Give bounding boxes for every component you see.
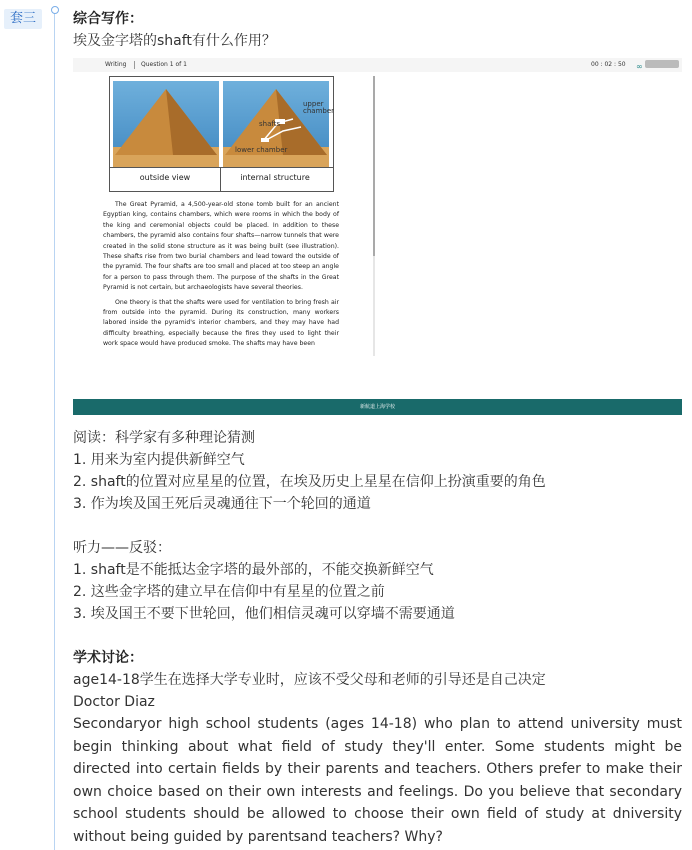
eye-icon[interactable]: ∞: [636, 62, 643, 71]
reading-heading: 阅读：科学家有多种理论猜测: [73, 430, 255, 446]
listening-item: 1. shaft是不能抵达金字塔的最外部的，不能交换新鲜空气: [73, 562, 434, 578]
pyramid-internal-image: [223, 81, 335, 167]
reading-item: 1. 用来为室内提供新鲜空气: [73, 452, 245, 468]
figure-divider-h: [110, 167, 333, 168]
caption-outside: outside view: [139, 173, 191, 182]
listening-heading: 听力——反驳：: [73, 540, 171, 556]
scrollbar-thumb[interactable]: [373, 76, 375, 256]
timeline-dot: [51, 6, 59, 14]
label-shafts: shafts: [259, 120, 281, 128]
test-toolbar: [73, 58, 682, 72]
caption-internal: internal structure: [240, 173, 310, 182]
discussion-prompt: Secondaryor high school students (ages 14-18) who plan to attend university must begin thinking about what field of study they'll enter. Some students might be directed into certain fields by their parents and teachers. Others prefer to make their own choice based on their own interests and feelings. Do you believe that secondary school students should be allowed to choose their own field of study at dniversity without being guided by parentsand teachers? Why?: [73, 716, 682, 845]
professor-name: Doctor Diaz: [73, 694, 155, 710]
pyramid-figure: [109, 76, 334, 192]
timer: 00 : 02 : 50: [591, 61, 626, 68]
task-question: 埃及金字塔的shaft有什么作用？: [73, 33, 276, 49]
reading-item: 2. shaft的位置对应星星的位置，在埃及历史上星星在信仰上扮演重要的角色: [73, 474, 546, 490]
hide-time-button[interactable]: [645, 60, 679, 68]
footer-bar: 新航道上海学校: [73, 399, 682, 415]
pyramid-outside-image: [113, 81, 219, 167]
question-count: Question 1 of 1: [141, 61, 187, 68]
discussion-heading: 学术讨论：: [73, 650, 143, 666]
reading-passage: [103, 200, 339, 354]
discussion-topic: age14-18学生在选择大学专业时，应该不受父母和老师的引导还是自己决定: [73, 672, 546, 688]
test-screenshot: [73, 58, 682, 413]
set-tag[interactable]: 套三: [4, 9, 42, 29]
timeline-line: [54, 8, 55, 850]
note-content: [73, 0, 682, 848]
listening-item: 3. 埃及国王不要下世轮回，他们相信灵魂可以穿墙不需要通道: [73, 606, 455, 622]
reading-item: 3. 作为埃及国王死后灵魂通往下一个轮回的通道: [73, 496, 371, 512]
label-upper-chamber: upper chamber: [303, 100, 335, 115]
task-heading: 综合写作：: [73, 11, 143, 27]
toolbar-divider: [134, 61, 135, 69]
section-label: Writing: [105, 61, 127, 68]
listening-item: 2. 这些金字塔的建立早在信仰中有星星的位置之前: [73, 584, 385, 600]
passage-paragraph: The Great Pyramid, a 4,500-year-old stone tomb built for an ancient Egyptian king, contains chambers, which were rooms in which the body of the king and ceremonial objects could be placed. In addition to these chambers, the pyramid also contains four shafts—narrow tunnels that were created in the solid stone structure as it was being built (see illustration). These shafts rise from two burial chambers and lead toward the outside of the pyramid. The four shafts are too small and placed at too steep an angle for a person to pass through them. The purpose of the shafts in the Great Pyramid is not certain, but archaeologists have several theories.: [103, 201, 339, 292]
label-lower-chamber: lower chamber: [235, 146, 288, 154]
passage-paragraph: One theory is that the shafts were used for ventilation to bring fresh air from outside into the pyramid. During its construction, many workers labored inside the pyramid's interior chambers, and they may have had difficulty breathing, especially because the fires they used to light their work space would have produced smoke. The shafts may have been: [103, 298, 339, 348]
